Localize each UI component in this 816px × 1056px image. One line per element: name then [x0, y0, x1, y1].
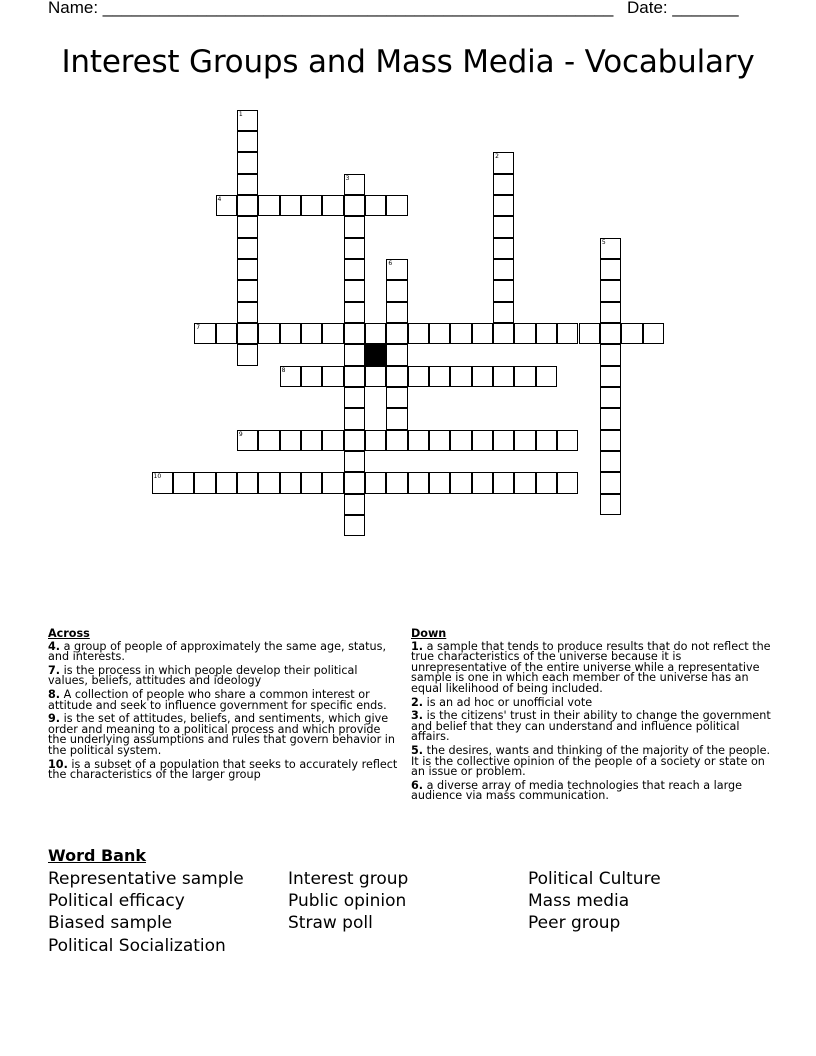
crossword-cell[interactable]: [237, 280, 258, 301]
word-bank-title: Word Bank: [48, 846, 147, 865]
page-title: Interest Groups and Mass Media - Vocabulary: [61, 44, 755, 80]
crossword-cell[interactable]: [600, 302, 621, 323]
crossword-cell[interactable]: [429, 366, 450, 387]
word-bank-item: Political efficacy: [48, 891, 185, 911]
clue-down-2: 2. is an ad hoc or unofficial vote: [411, 695, 593, 709]
date-field-label: Date: _______: [627, 0, 739, 17]
crossword-cell[interactable]: [386, 366, 407, 387]
word-bank-item: Political Culture: [528, 869, 661, 889]
crossword-cell[interactable]: [322, 323, 343, 344]
crossword-cell[interactable]: [450, 366, 471, 387]
crossword-cell[interactable]: [365, 430, 386, 451]
crossword-cell[interactable]: [258, 472, 279, 493]
crossword-cell[interactable]: [472, 323, 493, 344]
crossword-cell[interactable]: [536, 323, 557, 344]
crossword-cell[interactable]: [301, 472, 322, 493]
crossword-cell[interactable]: [493, 259, 514, 280]
crossword-cell[interactable]: [493, 323, 514, 344]
clue-number: 3: [345, 174, 350, 182]
crossword-cell[interactable]: [322, 366, 343, 387]
crossword-cell[interactable]: [557, 323, 578, 344]
crossword-cell[interactable]: [536, 366, 557, 387]
clue-number: 6: [388, 259, 393, 267]
crossword-cell[interactable]: [472, 430, 493, 451]
crossword-cell[interactable]: [557, 430, 578, 451]
crossword-cell[interactable]: [237, 302, 258, 323]
crossword-cell[interactable]: [344, 494, 365, 515]
crossword-cell[interactable]: [493, 152, 514, 173]
clue-down-6: 6. a diverse array of media technologies that reach a large audience via mass communication.: [411, 778, 743, 803]
crossword-cell[interactable]: [237, 259, 258, 280]
clue-across-8: 8. A collection of people who share a common interest or attitude and seek to influence government for specific ends.: [48, 687, 387, 712]
crossword-cell[interactable]: [386, 387, 407, 408]
crossword-cell[interactable]: [258, 430, 279, 451]
name-field-label: Name: ______________________________________________________: [48, 0, 614, 17]
crossword-cell[interactable]: [386, 430, 407, 451]
crossword-cell[interactable]: [600, 430, 621, 451]
crossword-cell[interactable]: [194, 472, 215, 493]
crossword-cell[interactable]: [344, 408, 365, 429]
crossword-cell[interactable]: [493, 366, 514, 387]
crossword-cell[interactable]: [344, 451, 365, 472]
crossword-black-cell: [365, 344, 386, 365]
crossword-cell[interactable]: [493, 280, 514, 301]
crossword-cell[interactable]: [643, 323, 664, 344]
crossword-cell[interactable]: [493, 472, 514, 493]
crossword-cell[interactable]: [450, 472, 471, 493]
clue-down-1: 1. a sample that tends to produce results that do not reflect the true characteristics of the universe because it is unrepresentative of the entire universe while a representative sample is one in which each member of the universe has an equal likelihood of being included.: [411, 639, 771, 695]
clue-number: 1: [238, 110, 243, 118]
crossword-cell[interactable]: [344, 302, 365, 323]
crossword-cell[interactable]: [301, 430, 322, 451]
clue-across-7: 7. is the process in which people develop their political values, beliefs, attitudes and ideology: [48, 663, 358, 688]
crossword-cell[interactable]: [365, 472, 386, 493]
crossword-cell[interactable]: [408, 472, 429, 493]
crossword-cell[interactable]: [344, 344, 365, 365]
crossword-cell[interactable]: [493, 238, 514, 259]
crossword-cell[interactable]: [600, 408, 621, 429]
crossword-cell[interactable]: [280, 430, 301, 451]
word-bank-item: Public opinion: [288, 891, 407, 911]
crossword-cell[interactable]: [344, 366, 365, 387]
crossword-cell[interactable]: [386, 323, 407, 344]
crossword-cell[interactable]: [237, 152, 258, 173]
word-bank-item: Interest group: [288, 869, 409, 889]
crossword-cell[interactable]: [514, 430, 535, 451]
crossword-cell[interactable]: [429, 430, 450, 451]
crossword-cell[interactable]: [600, 323, 621, 344]
word-bank-item: Political Socialization: [48, 936, 226, 956]
crossword-cell[interactable]: [237, 472, 258, 493]
crossword-cell[interactable]: [258, 195, 279, 216]
crossword-cell[interactable]: [344, 472, 365, 493]
crossword-cell[interactable]: [514, 472, 535, 493]
crossword-cell[interactable]: [386, 259, 407, 280]
crossword-cell[interactable]: [344, 216, 365, 237]
clue-number: 7: [196, 324, 201, 331]
across-clues: [48, 629, 398, 784]
crossword-cell[interactable]: [322, 195, 343, 216]
clue-number: 8: [281, 366, 286, 374]
across-heading: Across: [48, 627, 90, 640]
crossword-cell[interactable]: [600, 259, 621, 280]
crossword-cell[interactable]: [600, 472, 621, 493]
crossword-cell[interactable]: [237, 216, 258, 237]
word-bank-item: Biased sample: [48, 913, 173, 933]
down-heading: Down: [411, 627, 447, 640]
clue-down-3: 3. is the citizens' trust in their ability to change the government and belief that they can understand and influence political affairs.: [411, 709, 771, 744]
crossword-cell[interactable]: [280, 323, 301, 344]
crossword-cell[interactable]: [386, 195, 407, 216]
crossword-cell[interactable]: [493, 216, 514, 237]
crossword-cell[interactable]: [237, 344, 258, 365]
crossword-cell[interactable]: [514, 366, 535, 387]
crossword-cell[interactable]: [408, 366, 429, 387]
crossword-cell[interactable]: [600, 451, 621, 472]
down-clues: [411, 629, 773, 805]
crossword-cell[interactable]: [152, 472, 173, 493]
clue-number: 9: [238, 430, 243, 438]
crossword-cell[interactable]: [237, 323, 258, 344]
crossword-cell[interactable]: [557, 472, 578, 493]
crossword-cell[interactable]: [450, 323, 471, 344]
crossword-cell[interactable]: [536, 472, 557, 493]
word-bank-item: Mass media: [528, 891, 630, 911]
clue-number: 10: [153, 473, 162, 481]
crossword-cell[interactable]: [429, 323, 450, 344]
word-bank-item: Peer group: [528, 913, 621, 933]
crossword-cell[interactable]: [280, 366, 301, 387]
crossword-cell[interactable]: [493, 174, 514, 195]
crossword-cell[interactable]: [600, 344, 621, 365]
crossword-cell[interactable]: [621, 323, 642, 344]
crossword-cell[interactable]: [173, 472, 194, 493]
crossword-cell[interactable]: [322, 430, 343, 451]
crossword-cell[interactable]: [386, 344, 407, 365]
clue-number: 4: [217, 195, 222, 203]
crossword-cell[interactable]: [216, 323, 237, 344]
crossword-cell[interactable]: [429, 472, 450, 493]
crossword-cell[interactable]: [600, 238, 621, 259]
word-bank-item: Straw poll: [288, 913, 373, 933]
crossword-cell[interactable]: [322, 472, 343, 493]
crossword-cell[interactable]: [344, 323, 365, 344]
crossword-cell[interactable]: [386, 302, 407, 323]
crossword-cell[interactable]: [600, 387, 621, 408]
crossword-cell[interactable]: [493, 302, 514, 323]
crossword-cell[interactable]: [280, 195, 301, 216]
clue-across-4: 4. a group of people of approximately the same age, status, and interests.: [48, 639, 386, 664]
crossword-cell[interactable]: [408, 323, 429, 344]
crossword-cell[interactable]: [344, 195, 365, 216]
clue-across-9: 9. is the set of attitudes, beliefs, and sentiments, which give order and meaning to a political process and which provide the underlying assumptions and rules that govern behavior in the political system.: [48, 712, 395, 757]
crossword-cell[interactable]: [365, 195, 386, 216]
crossword-cell[interactable]: [194, 323, 215, 344]
clue-down-5: 5. the desires, wants and thinking of the majority of the people. It is the collective opinion of the people of a society or state on an issue or problem.: [411, 743, 771, 779]
crossword-cell[interactable]: [301, 323, 322, 344]
clue-number: 2: [495, 153, 499, 161]
crossword-cell[interactable]: [493, 195, 514, 216]
crossword-cell[interactable]: [365, 323, 386, 344]
crossword-cell[interactable]: [216, 195, 237, 216]
clue-number: 5: [601, 238, 606, 246]
crossword-cell[interactable]: [408, 430, 429, 451]
crossword-cell[interactable]: [600, 280, 621, 301]
crossword-cell[interactable]: [536, 430, 557, 451]
crossword-cell[interactable]: [216, 472, 237, 493]
crossword-cell[interactable]: [365, 366, 386, 387]
crossword-cell[interactable]: [514, 323, 535, 344]
crossword-cell[interactable]: [386, 472, 407, 493]
crossword-cell[interactable]: [237, 174, 258, 195]
crossword-cell[interactable]: [301, 366, 322, 387]
crossword-cell[interactable]: [493, 430, 514, 451]
crossword-cell[interactable]: [344, 259, 365, 280]
clue-across-10: 10. is a subset of a population that seeks to accurately reflect the characteristics of the larger group: [48, 757, 398, 782]
crossword-cell[interactable]: [280, 472, 301, 493]
crossword-cell[interactable]: [237, 195, 258, 216]
crossword-cell[interactable]: [344, 174, 365, 195]
crossword-cell[interactable]: [237, 110, 258, 131]
crossword-cell[interactable]: [472, 366, 493, 387]
crossword-cell[interactable]: [600, 366, 621, 387]
crossword-cell[interactable]: [258, 323, 279, 344]
crossword-cell[interactable]: [344, 387, 365, 408]
crossword-cell[interactable]: [450, 430, 471, 451]
crossword-cell[interactable]: [386, 280, 407, 301]
crossword-cell[interactable]: [472, 472, 493, 493]
crossword-cell[interactable]: [344, 430, 365, 451]
crossword-cell[interactable]: [237, 238, 258, 259]
crossword-cell[interactable]: [301, 195, 322, 216]
crossword-cell[interactable]: [386, 408, 407, 429]
crossword-cell[interactable]: [237, 430, 258, 451]
crossword-cell[interactable]: [600, 494, 621, 515]
crossword-cell[interactable]: [344, 238, 365, 259]
word-bank-item: Representative sample: [48, 869, 244, 889]
crossword-cell[interactable]: [579, 323, 600, 344]
crossword-cell[interactable]: [344, 515, 365, 536]
crossword-cell[interactable]: [344, 280, 365, 301]
crossword-cell[interactable]: [237, 131, 258, 152]
